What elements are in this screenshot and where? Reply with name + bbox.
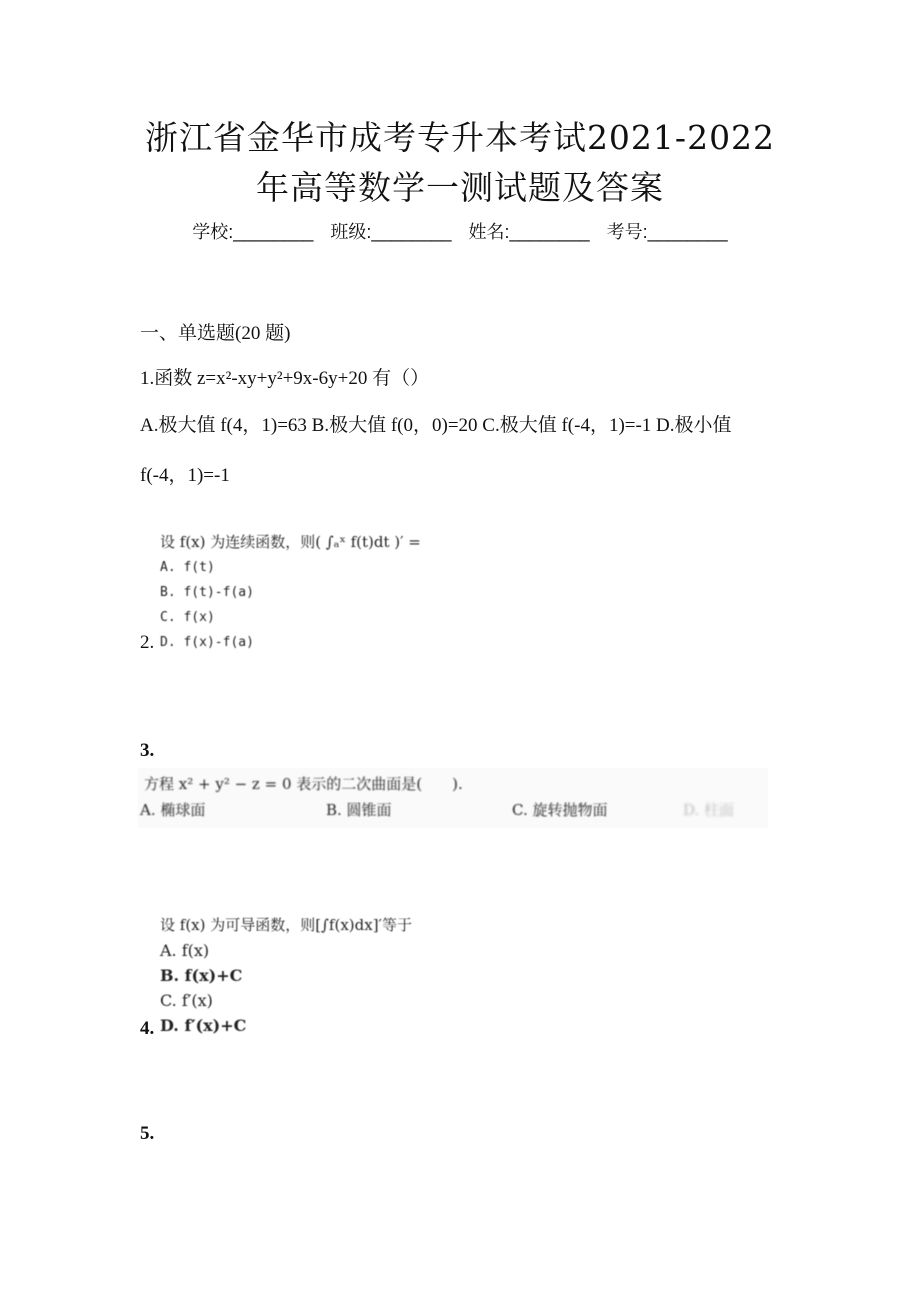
question-4-option-d: D. f′(x)+C	[160, 1016, 247, 1035]
question-2-option-a: A. f(t)	[160, 560, 215, 575]
document-title-line-2: 年高等数学一测试题及答案	[256, 168, 664, 207]
question-2-option-b: B. f(t)-f(a)	[160, 585, 254, 600]
question-3-image	[138, 768, 768, 828]
question-4-option-a: A. f(x)	[160, 941, 210, 960]
document-title-line-1: 浙江省金华市成考专升本考试2021-2022	[144, 118, 776, 157]
question-2-image	[160, 530, 421, 655]
question-2-option-d: D. f(x)-f(a)	[160, 635, 254, 650]
question-2-number: 2.	[140, 632, 155, 653]
question-4-stem: 设 f(x) 为可导函数，则[∫f(x)dx]′等于	[160, 916, 412, 934]
question-4-image	[160, 913, 412, 1038]
question-5-number: 5.	[140, 1123, 155, 1144]
exam-number-field: 考号:________	[606, 222, 728, 242]
question-1-stem: 1.函数 z=x²-xy+y²+9x-6y+20 有（）	[140, 368, 430, 389]
name-field: 姓名:________	[468, 222, 590, 242]
question-2-option-c: C. f(x)	[160, 610, 215, 625]
class-field: 班级:________	[330, 222, 452, 242]
section-heading: 一、单选题(20 题)	[140, 323, 291, 344]
question-3-option-a: A. 椭球面	[140, 801, 206, 819]
question-4-option-c: C. f′(x)	[160, 991, 213, 1010]
question-4-number: 4.	[140, 1018, 155, 1039]
question-4-option-b: B. f(x)+C	[160, 966, 243, 985]
question-1-options: A.极大值 f(4，1)=63 B.极大值 f(0，0)=20 C.极大值 f(-4，1)=-1 D.极小值	[140, 415, 732, 436]
question-3-number: 3.	[140, 740, 155, 761]
question-1-options-cont: f(-4，1)=-1	[140, 465, 230, 486]
school-field: 学校:________	[192, 222, 314, 242]
question-3-option-b: B. 圆锥面	[326, 801, 392, 819]
question-3-option-c: C. 旋转抛物面	[512, 801, 608, 819]
student-info-row	[0, 218, 920, 244]
question-3-stem: 方程 x² + y² − z = 0 表示的二次曲面是( ).	[144, 775, 463, 793]
question-3-option-d: D. 柱面	[683, 801, 735, 819]
question-2-stem: 设 f(x) 为连续函数，则( ∫ₐˣ f(t)dt )′ =	[160, 533, 421, 551]
